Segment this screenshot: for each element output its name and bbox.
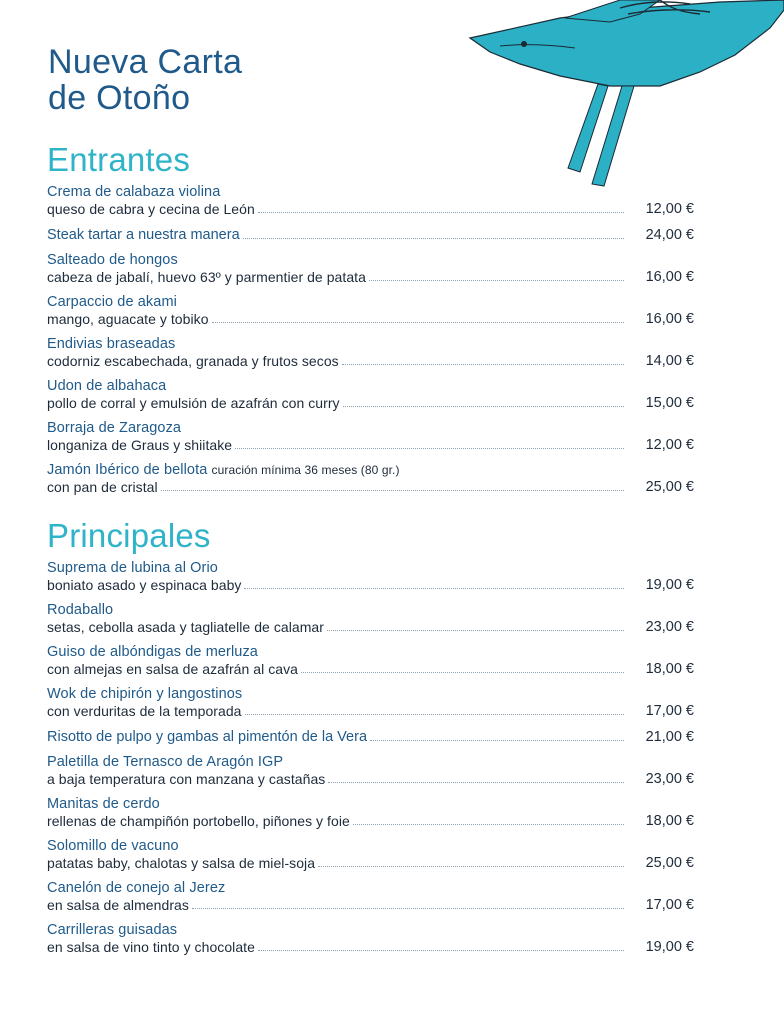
menu-title	[48, 44, 242, 116]
dish-item	[47, 644, 694, 677]
dish-description: a baja temperatura con manzana y castañas	[47, 771, 326, 787]
dish-item	[47, 378, 694, 411]
dot-leader	[318, 865, 624, 867]
dish-price: 17,00 €	[645, 897, 694, 913]
dot-leader	[301, 671, 624, 673]
dish-price: 23,00 €	[645, 771, 694, 787]
dish-description: en salsa de almendras	[47, 897, 189, 913]
dish-price: 15,00 €	[645, 395, 694, 411]
dish-description: setas, cebolla asada y tagliatelle de calamar	[47, 619, 324, 635]
dot-leader	[343, 405, 624, 407]
dish-item	[47, 686, 694, 719]
dot-leader	[342, 363, 624, 365]
dish-item	[47, 728, 694, 745]
dish-note: curación mínima 36 meses (80 gr.)	[211, 463, 400, 477]
dish-description: boniato asado y espinaca baby	[47, 577, 242, 593]
section-principales	[47, 518, 694, 955]
section-entrantes	[47, 142, 694, 495]
dish-item	[47, 462, 694, 495]
dish-item	[47, 420, 694, 453]
dot-leader	[258, 211, 624, 213]
dot-leader	[161, 489, 624, 491]
menu-title-line2: de Otoño	[48, 79, 191, 117]
dish-description: rellenas de champiñón portobello, piñones y foie	[47, 813, 350, 829]
dish-description: queso de cabra y cecina de León	[47, 201, 255, 217]
dish-item	[47, 294, 694, 327]
dish-item	[47, 796, 694, 829]
dish-item	[47, 252, 694, 285]
dot-leader	[258, 949, 624, 951]
dish-price: 24,00 €	[645, 227, 694, 243]
dish-name: Udon de albahaca	[47, 378, 167, 394]
dish-name-text: Jamón Ibérico de bellota	[47, 462, 208, 478]
dish-price: 19,00 €	[645, 939, 694, 955]
dot-leader	[192, 907, 624, 909]
dish-name: Solomillo de vacuno	[47, 838, 179, 854]
dish-price: 25,00 €	[645, 855, 694, 871]
dot-leader	[353, 823, 624, 825]
dot-leader	[327, 629, 624, 631]
dish-item	[47, 922, 694, 955]
dish-item	[47, 754, 694, 787]
dish-name: Wok de chipirón y langostinos	[47, 686, 243, 702]
dish-price: 23,00 €	[645, 619, 694, 635]
dish-name: Carrilleras guisadas	[47, 922, 178, 938]
dish-price: 21,00 €	[645, 729, 694, 745]
menu-title-line1: Nueva Carta	[48, 43, 243, 81]
dish-name: Endivias braseadas	[47, 336, 176, 352]
dish-price: 19,00 €	[645, 577, 694, 593]
dish-name: Steak tartar a nuestra manera	[47, 227, 240, 243]
dish-name: Risotto de pulpo y gambas al pimentón de la Vera	[47, 729, 368, 745]
dish-name: Crema de calabaza violina	[47, 184, 221, 200]
dish-description: cabeza de jabalí, huevo 63º y parmentier de patata	[47, 269, 366, 285]
dish-name: Manitas de cerdo	[47, 796, 160, 812]
dish-price: 18,00 €	[645, 661, 694, 677]
section-title: Principales	[47, 517, 211, 554]
dish-item	[47, 184, 694, 217]
dot-leader	[243, 237, 624, 239]
dish-name: Canelón de conejo al Jerez	[47, 880, 226, 896]
bird-eye	[521, 41, 527, 47]
section-title: Entrantes	[47, 141, 191, 178]
dish-item	[47, 838, 694, 871]
dot-leader	[244, 587, 624, 589]
dish-name-with-note	[47, 462, 694, 478]
dish-description: codorniz escabechada, granada y frutos secos	[47, 353, 339, 369]
dish-item	[47, 560, 694, 593]
dish-description: en salsa de vino tinto y chocolate	[47, 939, 255, 955]
dot-leader	[245, 713, 625, 715]
dish-name: Suprema de lubina al Orio	[47, 560, 218, 576]
dish-item	[47, 880, 694, 913]
dish-name: Borraja de Zaragoza	[47, 420, 182, 436]
dish-price: 14,00 €	[645, 353, 694, 369]
dish-name: Guiso de albóndigas de merluza	[47, 644, 258, 660]
dish-price: 18,00 €	[645, 813, 694, 829]
dot-leader	[212, 321, 624, 323]
dot-leader	[369, 279, 624, 281]
dish-description: pollo de corral y emulsión de azafrán con curry	[47, 395, 340, 411]
dish-price: 16,00 €	[645, 311, 694, 327]
dish-description: mango, aguacate y tobiko	[47, 311, 209, 327]
dish-description: con almejas en salsa de azafrán al cava	[47, 661, 298, 677]
dish-price: 12,00 €	[645, 437, 694, 453]
dish-price: 17,00 €	[645, 703, 694, 719]
dish-name: Rodaballo	[47, 602, 114, 618]
dish-price: 12,00 €	[645, 201, 694, 217]
dish-item	[47, 226, 694, 243]
dish-price: 25,00 €	[645, 479, 694, 495]
dish-name: Salteado de hongos	[47, 252, 178, 268]
dot-leader	[235, 447, 624, 449]
dot-leader	[370, 739, 624, 741]
dish-item	[47, 602, 694, 635]
dish-description: longaniza de Graus y shiitake	[47, 437, 233, 453]
dish-name: Carpaccio de akami	[47, 294, 177, 310]
dish-description: con pan de cristal	[47, 479, 158, 495]
dish-name: Paletilla de Ternasco de Aragón IGP	[47, 754, 284, 770]
dish-description: con verduritas de la temporada	[47, 703, 242, 719]
dish-price: 16,00 €	[645, 269, 694, 285]
dish-item	[47, 336, 694, 369]
dish-description: patatas baby, chalotas y salsa de miel-soja	[47, 855, 316, 871]
dot-leader	[328, 781, 624, 783]
